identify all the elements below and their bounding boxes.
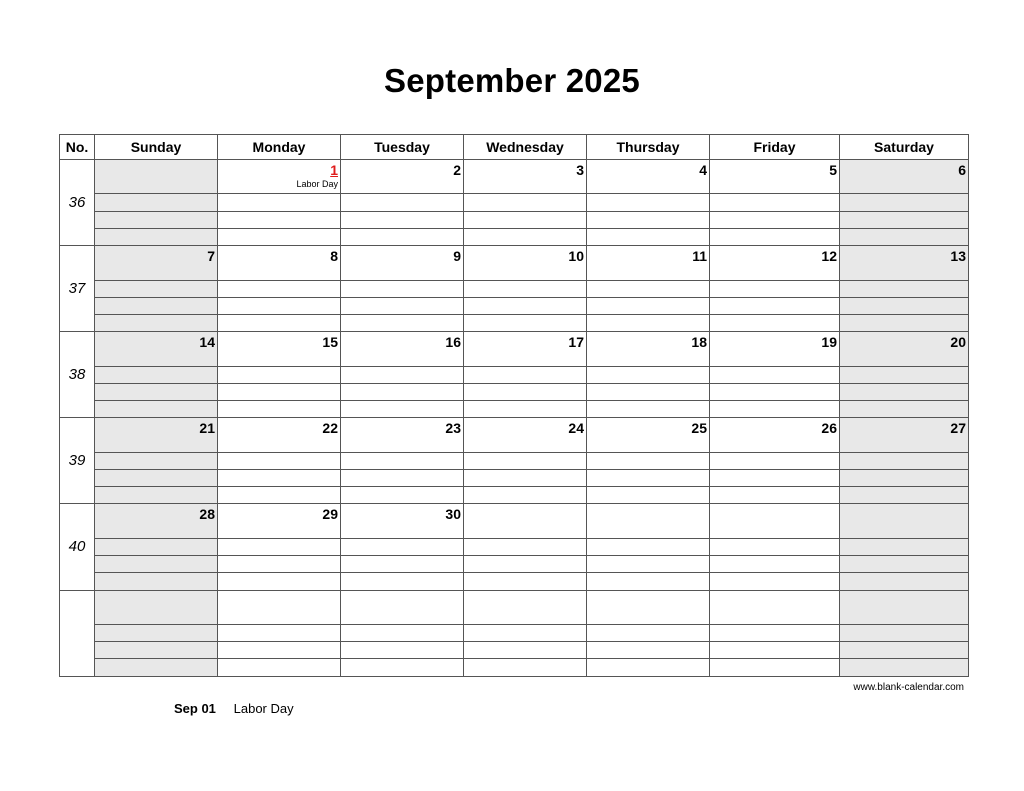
- note-line-cell[interactable]: [95, 401, 218, 418]
- day-cell[interactable]: [840, 246, 969, 280]
- note-line-row: [60, 194, 969, 211]
- note-line-cell[interactable]: [95, 625, 218, 642]
- day-cell[interactable]: [218, 590, 341, 624]
- note-line-cell[interactable]: [95, 366, 218, 383]
- note-line-cell[interactable]: [840, 659, 969, 677]
- day-cell[interactable]: [218, 246, 341, 280]
- note-line-cell[interactable]: [710, 642, 840, 659]
- note-line-row: [60, 297, 969, 314]
- day-cell[interactable]: [710, 504, 840, 538]
- day-number: 8: [330, 248, 338, 265]
- note-line-cell[interactable]: [95, 538, 218, 555]
- day-cell[interactable]: [464, 332, 587, 366]
- day-cell[interactable]: [341, 504, 464, 538]
- note-line-cell[interactable]: [710, 383, 840, 400]
- week-number: 38: [60, 332, 95, 418]
- week-row: [60, 590, 969, 624]
- day-cell[interactable]: [95, 418, 218, 452]
- day-number: 9: [453, 248, 461, 265]
- day-number: 29: [322, 506, 338, 523]
- note-line-cell[interactable]: [710, 366, 840, 383]
- calendar-body: [60, 160, 969, 677]
- website-credit: www.blank-calendar.com: [853, 682, 964, 693]
- day-number: 7: [207, 248, 215, 265]
- note-line-cell[interactable]: [218, 470, 341, 487]
- note-line-cell[interactable]: [95, 452, 218, 469]
- week-row: [60, 160, 969, 194]
- note-line-cell[interactable]: [218, 401, 341, 418]
- note-line-cell[interactable]: [464, 194, 587, 211]
- holiday-legend: [174, 701, 294, 716]
- note-line-cell[interactable]: [464, 538, 587, 555]
- note-line-cell[interactable]: [95, 297, 218, 314]
- note-line-cell[interactable]: [218, 366, 341, 383]
- note-line-cell[interactable]: [710, 401, 840, 418]
- note-line-cell[interactable]: [341, 401, 464, 418]
- day-cell[interactable]: [587, 418, 710, 452]
- day-number: 13: [950, 248, 966, 265]
- day-cell[interactable]: [710, 160, 840, 194]
- day-number: 18: [691, 334, 707, 351]
- day-number: 27: [950, 420, 966, 437]
- note-line-cell[interactable]: [341, 194, 464, 211]
- day-number: 19: [821, 334, 837, 351]
- note-line-cell[interactable]: [840, 538, 969, 555]
- note-line-row: [60, 659, 969, 677]
- note-line-row: [60, 573, 969, 590]
- calendar-grid: [59, 134, 969, 677]
- note-line-cell[interactable]: [218, 659, 341, 677]
- note-line-cell[interactable]: [710, 659, 840, 677]
- note-line-row: [60, 452, 969, 469]
- note-line-cell[interactable]: [587, 642, 710, 659]
- day-number: 30: [445, 506, 461, 523]
- note-line-cell[interactable]: [840, 470, 969, 487]
- note-line-cell[interactable]: [710, 228, 840, 245]
- note-line-cell[interactable]: [95, 228, 218, 245]
- note-line-cell[interactable]: [464, 280, 587, 297]
- note-line-cell[interactable]: [95, 659, 218, 677]
- note-line-cell[interactable]: [218, 211, 341, 228]
- day-number: 22: [322, 420, 338, 437]
- day-cell[interactable]: [840, 332, 969, 366]
- day-number: [95, 160, 217, 162]
- note-line-cell[interactable]: [341, 228, 464, 245]
- note-line-cell[interactable]: [341, 297, 464, 314]
- day-number: 3: [576, 162, 584, 178]
- day-number: 16: [445, 334, 461, 351]
- header-row: [60, 135, 969, 160]
- day-cell[interactable]: [218, 504, 341, 538]
- note-line-cell[interactable]: [95, 280, 218, 297]
- note-line-cell[interactable]: [587, 366, 710, 383]
- note-line-cell[interactable]: [840, 625, 969, 642]
- note-line-cell[interactable]: [464, 366, 587, 383]
- note-line-cell[interactable]: [95, 470, 218, 487]
- day-cell[interactable]: [587, 246, 710, 280]
- day-number: 17: [568, 334, 584, 351]
- note-line-cell[interactable]: [95, 487, 218, 504]
- header-sunday: Sunday: [95, 135, 218, 160]
- note-line-cell[interactable]: [464, 383, 587, 400]
- note-line-cell[interactable]: [710, 280, 840, 297]
- note-line-cell[interactable]: [218, 315, 341, 332]
- day-cell[interactable]: [840, 160, 969, 194]
- note-line-cell[interactable]: [464, 228, 587, 245]
- day-cell[interactable]: [710, 246, 840, 280]
- day-cell[interactable]: [464, 590, 587, 624]
- note-line-cell[interactable]: [218, 573, 341, 590]
- note-line-row: [60, 228, 969, 245]
- note-line-row: [60, 538, 969, 555]
- holiday-name: Labor Day: [296, 179, 338, 189]
- day-number: 28: [199, 506, 215, 523]
- day-number: 2: [453, 162, 461, 178]
- day-cell[interactable]: [341, 332, 464, 366]
- note-line-cell[interactable]: [587, 401, 710, 418]
- day-number: [464, 591, 586, 593]
- note-line-cell[interactable]: [341, 280, 464, 297]
- note-line-cell[interactable]: [840, 228, 969, 245]
- note-line-cell[interactable]: [218, 625, 341, 642]
- note-line-cell[interactable]: [218, 280, 341, 297]
- note-line-cell[interactable]: [218, 452, 341, 469]
- day-cell[interactable]: [218, 332, 341, 366]
- note-line-cell[interactable]: [95, 383, 218, 400]
- week-row: [60, 504, 969, 538]
- note-line-cell[interactable]: [341, 625, 464, 642]
- note-line-cell[interactable]: [464, 452, 587, 469]
- day-number: 14: [199, 334, 215, 351]
- note-line-cell[interactable]: [710, 487, 840, 504]
- note-line-cell[interactable]: [710, 470, 840, 487]
- day-cell[interactable]: [587, 590, 710, 624]
- day-number: [587, 504, 709, 506]
- day-number: 6: [958, 162, 966, 178]
- header-wednesday: Wednesday: [464, 135, 587, 160]
- day-number: 26: [821, 420, 837, 437]
- day-cell[interactable]: [464, 418, 587, 452]
- note-line-row: [60, 383, 969, 400]
- note-line-cell[interactable]: [840, 642, 969, 659]
- note-line-cell[interactable]: [95, 211, 218, 228]
- note-line-cell[interactable]: [587, 470, 710, 487]
- note-line-cell[interactable]: [464, 573, 587, 590]
- holiday-legend-name: Labor Day: [233, 701, 294, 716]
- day-number: 5: [829, 162, 837, 178]
- note-line-cell[interactable]: [587, 297, 710, 314]
- day-number: 20: [950, 334, 966, 351]
- day-cell[interactable]: [710, 590, 840, 624]
- note-line-row: [60, 401, 969, 418]
- note-line-cell[interactable]: [840, 366, 969, 383]
- note-line-cell[interactable]: [341, 573, 464, 590]
- header-friday: Friday: [710, 135, 840, 160]
- day-number: [840, 591, 968, 593]
- note-line-cell[interactable]: [587, 487, 710, 504]
- note-line-cell[interactable]: [587, 194, 710, 211]
- day-cell[interactable]: [464, 160, 587, 194]
- day-cell[interactable]: [95, 504, 218, 538]
- day-cell[interactable]: [464, 504, 587, 538]
- week-number: 40: [60, 504, 95, 590]
- week-row: [60, 332, 969, 366]
- day-number: 11: [692, 248, 707, 265]
- note-line-cell[interactable]: [341, 538, 464, 555]
- note-line-cell[interactable]: [840, 194, 969, 211]
- note-line-cell[interactable]: [710, 452, 840, 469]
- note-line-cell[interactable]: [710, 556, 840, 573]
- note-line-cell[interactable]: [840, 487, 969, 504]
- note-line-cell[interactable]: [218, 194, 341, 211]
- day-number: 1: [330, 162, 338, 178]
- note-line-row: [60, 470, 969, 487]
- note-line-cell[interactable]: [95, 556, 218, 573]
- day-cell[interactable]: [95, 590, 218, 624]
- note-line-cell[interactable]: [341, 487, 464, 504]
- note-line-cell[interactable]: [710, 573, 840, 590]
- note-line-row: [60, 366, 969, 383]
- note-line-cell[interactable]: [95, 642, 218, 659]
- note-line-cell[interactable]: [710, 538, 840, 555]
- day-cell[interactable]: [218, 418, 341, 452]
- day-number: [840, 504, 968, 506]
- note-line-cell[interactable]: [587, 228, 710, 245]
- day-number: [95, 591, 217, 593]
- note-line-cell[interactable]: [464, 625, 587, 642]
- day-number: 15: [322, 334, 338, 351]
- day-cell[interactable]: [95, 332, 218, 366]
- day-number: [341, 591, 463, 593]
- note-line-row: [60, 642, 969, 659]
- note-line-cell[interactable]: [218, 556, 341, 573]
- note-line-cell[interactable]: [341, 556, 464, 573]
- day-number: 10: [568, 248, 584, 265]
- day-number: [464, 504, 586, 506]
- note-line-cell[interactable]: [587, 383, 710, 400]
- note-line-cell[interactable]: [341, 383, 464, 400]
- note-line-cell[interactable]: [840, 297, 969, 314]
- day-cell[interactable]: [341, 160, 464, 194]
- note-line-cell[interactable]: [587, 280, 710, 297]
- note-line-cell[interactable]: [218, 383, 341, 400]
- day-number: 25: [691, 420, 707, 437]
- day-number: 12: [821, 248, 837, 265]
- note-line-cell[interactable]: [587, 556, 710, 573]
- note-line-cell[interactable]: [464, 556, 587, 573]
- note-line-cell[interactable]: [464, 487, 587, 504]
- note-line-cell[interactable]: [95, 573, 218, 590]
- note-line-row: [60, 487, 969, 504]
- day-number: [710, 504, 839, 506]
- week-row: [60, 246, 969, 280]
- note-line-row: [60, 315, 969, 332]
- note-line-cell[interactable]: [95, 194, 218, 211]
- day-cell[interactable]: [464, 246, 587, 280]
- note-line-cell[interactable]: [840, 452, 969, 469]
- header-thursday: Thursday: [587, 135, 710, 160]
- note-line-cell[interactable]: [840, 280, 969, 297]
- header-saturday: Saturday: [840, 135, 969, 160]
- note-line-cell[interactable]: [341, 470, 464, 487]
- note-line-cell[interactable]: [464, 211, 587, 228]
- note-line-cell[interactable]: [587, 659, 710, 677]
- note-line-cell[interactable]: [218, 538, 341, 555]
- note-line-row: [60, 211, 969, 228]
- note-line-cell[interactable]: [840, 383, 969, 400]
- day-number: 24: [568, 420, 584, 437]
- header-tuesday: Tuesday: [341, 135, 464, 160]
- week-row: [60, 418, 969, 452]
- note-line-cell[interactable]: [464, 642, 587, 659]
- day-cell[interactable]: [341, 590, 464, 624]
- note-line-cell[interactable]: [341, 315, 464, 332]
- note-line-cell[interactable]: [218, 297, 341, 314]
- note-line-cell[interactable]: [341, 366, 464, 383]
- note-line-cell[interactable]: [218, 642, 341, 659]
- note-line-cell[interactable]: [840, 401, 969, 418]
- week-number: [60, 590, 95, 676]
- day-cell[interactable]: [341, 418, 464, 452]
- note-line-cell[interactable]: [218, 228, 341, 245]
- note-line-cell[interactable]: [218, 487, 341, 504]
- week-number: 36: [60, 160, 95, 246]
- day-cell[interactable]: [840, 590, 969, 624]
- day-number: 21: [199, 420, 215, 437]
- week-number: 39: [60, 418, 95, 504]
- note-line-row: [60, 556, 969, 573]
- note-line-cell[interactable]: [840, 211, 969, 228]
- note-line-cell[interactable]: [587, 315, 710, 332]
- note-line-cell[interactable]: [587, 452, 710, 469]
- header-week-no: No.: [60, 135, 95, 160]
- note-line-cell[interactable]: [710, 315, 840, 332]
- note-line-cell[interactable]: [95, 315, 218, 332]
- week-number: 37: [60, 246, 95, 332]
- note-line-cell[interactable]: [587, 625, 710, 642]
- note-line-cell[interactable]: [464, 470, 587, 487]
- day-number: [587, 591, 709, 593]
- day-cell[interactable]: [587, 504, 710, 538]
- note-line-cell[interactable]: [710, 297, 840, 314]
- note-line-cell[interactable]: [840, 315, 969, 332]
- note-line-cell[interactable]: [341, 452, 464, 469]
- note-line-cell[interactable]: [840, 556, 969, 573]
- day-cell[interactable]: [218, 160, 341, 194]
- note-line-cell[interactable]: [587, 538, 710, 555]
- calendar-title: September 2025: [384, 62, 640, 99]
- note-line-row: [60, 280, 969, 297]
- day-cell[interactable]: [341, 246, 464, 280]
- holiday-legend-date: Sep 01: [174, 701, 216, 716]
- day-number: 4: [699, 162, 707, 178]
- note-line-cell[interactable]: [464, 401, 587, 418]
- note-line-cell[interactable]: [464, 659, 587, 677]
- day-cell[interactable]: [587, 332, 710, 366]
- header-monday: Monday: [218, 135, 341, 160]
- note-line-cell[interactable]: [587, 573, 710, 590]
- note-line-cell[interactable]: [710, 211, 840, 228]
- day-cell[interactable]: [710, 332, 840, 366]
- day-cell[interactable]: [95, 160, 218, 194]
- day-number: 23: [445, 420, 461, 437]
- note-line-cell[interactable]: [710, 194, 840, 211]
- note-line-cell[interactable]: [464, 315, 587, 332]
- day-cell[interactable]: [840, 418, 969, 452]
- day-cell[interactable]: [840, 504, 969, 538]
- day-number: [710, 591, 839, 593]
- note-line-cell[interactable]: [341, 211, 464, 228]
- note-line-cell[interactable]: [341, 659, 464, 677]
- day-cell[interactable]: [710, 418, 840, 452]
- note-line-cell[interactable]: [341, 642, 464, 659]
- day-cell[interactable]: [587, 160, 710, 194]
- note-line-row: [60, 625, 969, 642]
- day-cell[interactable]: [95, 246, 218, 280]
- day-number: [218, 591, 340, 593]
- note-line-cell[interactable]: [710, 625, 840, 642]
- note-line-cell[interactable]: [587, 211, 710, 228]
- note-line-cell[interactable]: [840, 573, 969, 590]
- note-line-cell[interactable]: [464, 297, 587, 314]
